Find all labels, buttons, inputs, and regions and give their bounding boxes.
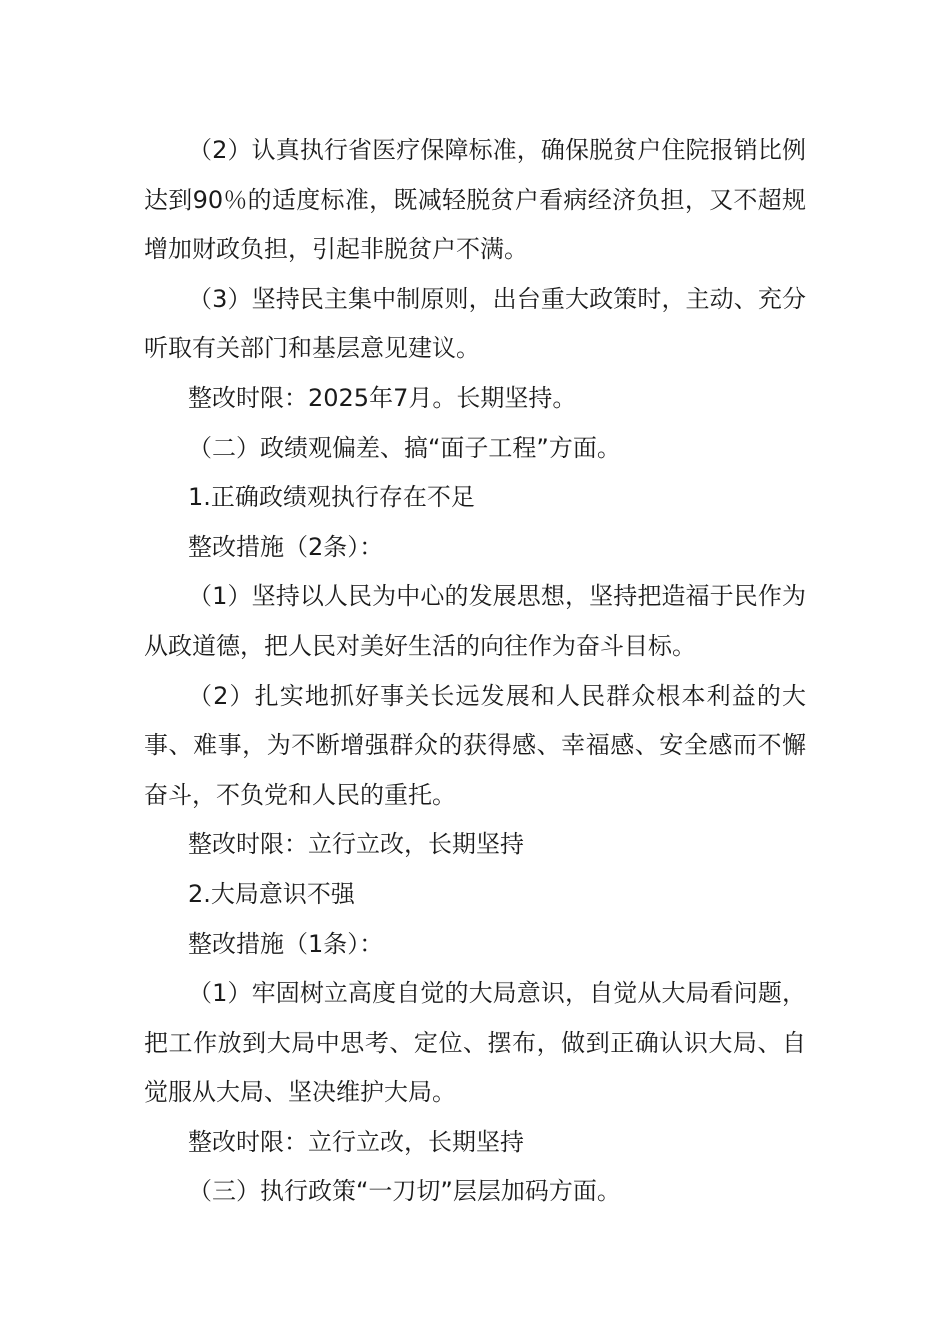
paragraph-medical-standard: （2）认真执行省医疗保障标准，确保脱贫户住院报销比例达到90％的适度标准，既减轻脱贫户看病经济负担，又不超规增加财政负担，引起非脱贫户不满。 [144,136,806,264]
document-body [144,126,806,1217]
paragraph-deadline-3: 整改时限：立行立改，长期坚持 [188,1127,524,1156]
paragraph-long-term-development: （2）扎实地抓好事关长远发展和人民群众根本利益的大事、难事，为不断增强群众的获得感、幸福感、安全感而不懈奋斗，不负党和人民的重托。 [144,681,806,809]
subheading-achievement-view: 1.正确政绩观执行存在不足 [188,483,475,512]
paragraph-overall-situation: （1）牢固树立高度自觉的大局意识，自觉从大局看问题，把工作放到大局中思考、定位、摆布，做到正确认识大局、自觉服从大局、坚决维护大局。 [144,979,806,1107]
paragraph-democratic-centralism: （3）坚持民主集中制原则，出台重大政策时，主动、充分听取有关部门和基层意见建议。 [144,284,806,363]
paragraph-people-centered: （1）坚持以人民为中心的发展思想，坚持把造福于民作为从政道德，把人民对美好生活的向往作为奋斗目标。 [144,582,806,660]
paragraph-deadline-2: 整改时限：立行立改，长期坚持 [188,830,524,859]
measures-label-2: 整改措施（1条）： [188,929,384,958]
section-heading-2: （二）政绩观偏差、搞“面子工程”方面。 [188,433,621,462]
section-heading-3: （三）执行政策“一刀切”层层加码方面。 [188,1177,621,1206]
paragraph-deadline-1: 整改时限：2025年7月。长期坚持。 [188,383,577,412]
measures-label-1: 整改措施（2条）： [188,532,384,561]
subheading-overall-awareness: 2.大局意识不强 [188,879,355,908]
